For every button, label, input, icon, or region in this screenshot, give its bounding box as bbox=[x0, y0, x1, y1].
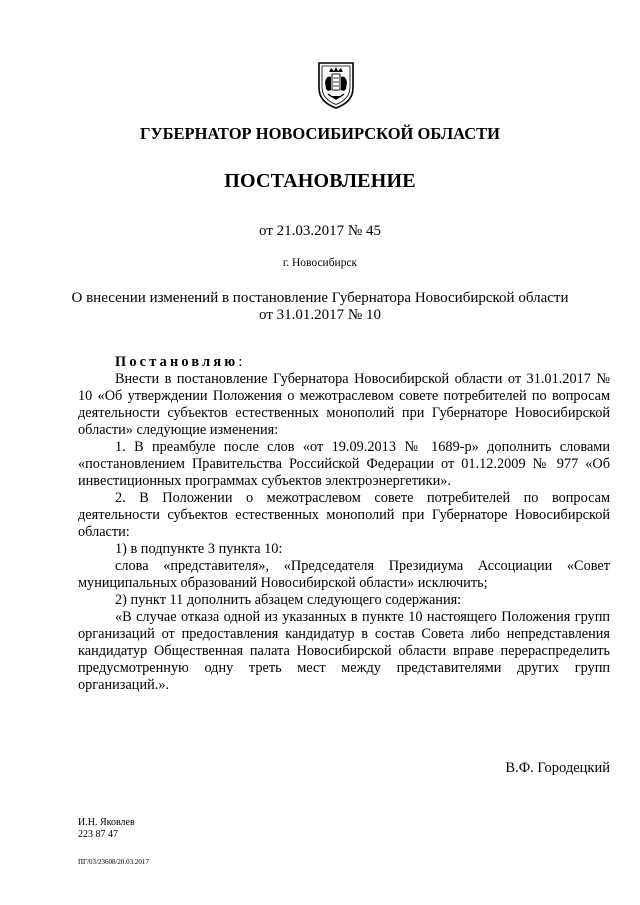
executor-name: И.Н. Яковлев bbox=[78, 817, 135, 828]
coat-of-arms-icon bbox=[316, 60, 356, 110]
issuer-title: ГУБЕРНАТОР НОВОСИБИРСКОЙ ОБЛАСТИ bbox=[140, 124, 500, 143]
subject-line-1: О внесении изменений в постановление Губернатора Новосибирской области bbox=[71, 290, 569, 306]
paragraph-subitem-1: 1) в подпункте 3 пункта 10: bbox=[115, 541, 283, 557]
paragraph-subitem-2: 2) пункт 11 дополнить абзацем следующего содержания: bbox=[115, 592, 462, 608]
date-and-number: от 21.03.2017 № 45 bbox=[259, 223, 381, 239]
paragraph-item-1: 1. В преамбуле после слов «от 19.09.2013 № 1689-р» дополнить словами «постановлением Правительства Российской Федерации от 01.12.2009 № 977 «Об инвестиционных программах субъектов электроэнергетики». bbox=[78, 439, 610, 489]
paragraph-subitem-2-text: «В случае отказа одной из указанных в пункте 10 настоящего Положения групп организаций от предоставления кандидатур в состав Совета либо непредставления кандидатур Общественная палата Новосибирской области вправе перераспределить предусмотренную одну треть мест между представителями других групп организаций.». bbox=[78, 609, 610, 693]
subject-line-2: от 31.01.2017 № 10 bbox=[259, 307, 381, 323]
document-subject bbox=[0, 290, 640, 324]
paragraph-item-2: 2. В Положении о межотраслевом совете потребителей по вопросам деятельности субъектов естественных монополий при Губернаторе Новосибирской области: bbox=[78, 490, 610, 540]
decree-word: Постановляю bbox=[115, 354, 239, 370]
executor-info bbox=[78, 817, 135, 841]
document-type: ПОСТАНОВЛЕНИЕ bbox=[224, 170, 416, 192]
city: г. Новосибирск bbox=[282, 257, 358, 269]
decree-colon: : bbox=[238, 354, 243, 370]
paragraph-intro: Внести в постановление Губернатора Новосибирской области от 31.01.2017 № 10 «Об утверждении Положения о межотраслевом совете потребителей по вопросам деятельности субъектов естественных монополий при Губернаторе Новосибирской области» следующие изменения: bbox=[78, 371, 610, 438]
document-code: ПГ/03/23608/20.03.2017 bbox=[78, 858, 149, 866]
signature-name: В.Ф. Городецкий bbox=[505, 760, 610, 776]
executor-phone: 223 87 47 bbox=[78, 829, 118, 840]
document-body bbox=[78, 354, 610, 694]
paragraph-subitem-1-text: слова «представителя», «Председателя Президиума Ассоциации «Совет муниципальных образований Новосибирской области» исключить; bbox=[78, 558, 610, 591]
decree-heading bbox=[78, 354, 610, 371]
